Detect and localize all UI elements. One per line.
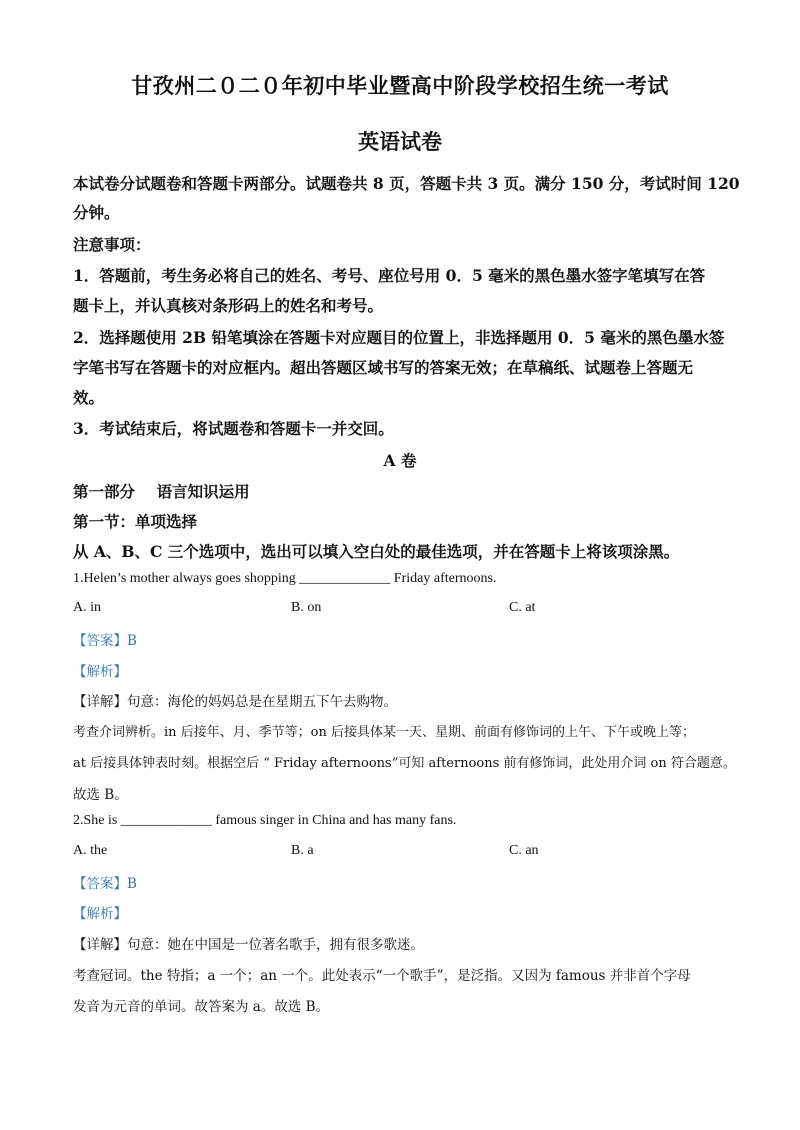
question-2-stem: 2.She is _____________ famous singer in China and has many fans. bbox=[73, 813, 457, 828]
question-2-explain-1: 考查冠词。the 特指；a 一个；an 一个。此处表示“一个歌手”，是泛指。又因为 famous 并非首个字母 bbox=[73, 968, 691, 984]
question-1-stem: 1.Helen’s mother always goes shopping _____________ Friday afternoons. bbox=[73, 571, 497, 586]
notice-item-2-line-3: 效。 bbox=[73, 388, 105, 407]
question-1-explain-3: 故选 B。 bbox=[73, 787, 128, 803]
question-1-option-a: A. in bbox=[73, 600, 101, 615]
question-2-option-a: A. the bbox=[73, 843, 108, 858]
instruction-text: 从 A、B、C 三个选项中，选出可以填入空白处的最佳选项，并在答题卡上将该项涂黑。 bbox=[73, 542, 680, 561]
intro-line-1: 本试卷分试题卷和答题卡两部分。试题卷共 8 页，答题卡共 3 页。满分 150 分，考试时间 120 bbox=[73, 174, 740, 193]
volume-label: A 卷 bbox=[383, 451, 417, 470]
intro-line-2: 分钟。 bbox=[73, 203, 120, 222]
question-1-option-c: C. at bbox=[509, 600, 536, 615]
question-2-option-b: B. a bbox=[291, 843, 314, 858]
question-1-explain-2: at 后接具体钟表时刻。根据空后 “ Friday afternoons”可知 afternoons 前有修饰词，此处用介词 on 符合题意。 bbox=[73, 756, 736, 771]
question-1-detail: 【详解】句意：海伦的妈妈总是在星期五下午去购物。 bbox=[73, 694, 397, 710]
question-2-answer: 【答案】B bbox=[73, 876, 137, 892]
subpart-heading: 第一节：单项选择 bbox=[73, 512, 198, 531]
question-1-answer: 【答案】B bbox=[73, 633, 137, 649]
notice-item-3: 3．考试结束后，将试题卷和答题卡一并交回。 bbox=[73, 419, 394, 438]
notice-item-2-line-1: 2．选择题使用 2B 铅笔填涂在答题卡对应题目的位置上，非选择题用 0．5 毫米的黑色墨水签 bbox=[73, 328, 725, 347]
notice-item-1-line-1: 1．答题前，考生务必将自己的姓名、考号、座位号用 0．5 毫米的黑色墨水签字笔填写在答 bbox=[73, 266, 706, 285]
question-2-explain-2: 发音为元音的单词。故答案为 a。故选 B。 bbox=[73, 999, 330, 1015]
part-heading: 第一部分 语言知识运用 bbox=[73, 482, 250, 501]
question-2-detail: 【详解】句意：她在中国是一位著名歌手，拥有很多歌迷。 bbox=[73, 937, 424, 953]
question-1-analysis-label: 【解析】 bbox=[73, 664, 127, 680]
question-2-analysis-label: 【解析】 bbox=[73, 906, 127, 922]
notice-item-1-line-2: 题卡上，并认真核对条形码上的姓名和考号。 bbox=[73, 296, 384, 315]
question-1-explain-1: 考查介词辨析。in 后接年、月、季节等；on 后接具体某一天、星期、前面有修饰词的上午、下午或晚上等； bbox=[73, 725, 695, 740]
notice-item-2-line-2: 字笔书写在答题卡的对应框内。超出答题区域书写的答案无效；在草稿纸、试题卷上答题无 bbox=[73, 358, 694, 377]
exam-subtitle: 英语试卷 bbox=[358, 129, 442, 154]
exam-title: 甘孜州二０二０年初中毕业暨高中阶段学校招生统一考试 bbox=[131, 73, 669, 98]
question-1-option-b: B. on bbox=[291, 600, 322, 615]
question-2-option-c: C. an bbox=[509, 843, 539, 858]
notice-heading: 注意事项： bbox=[73, 235, 151, 254]
